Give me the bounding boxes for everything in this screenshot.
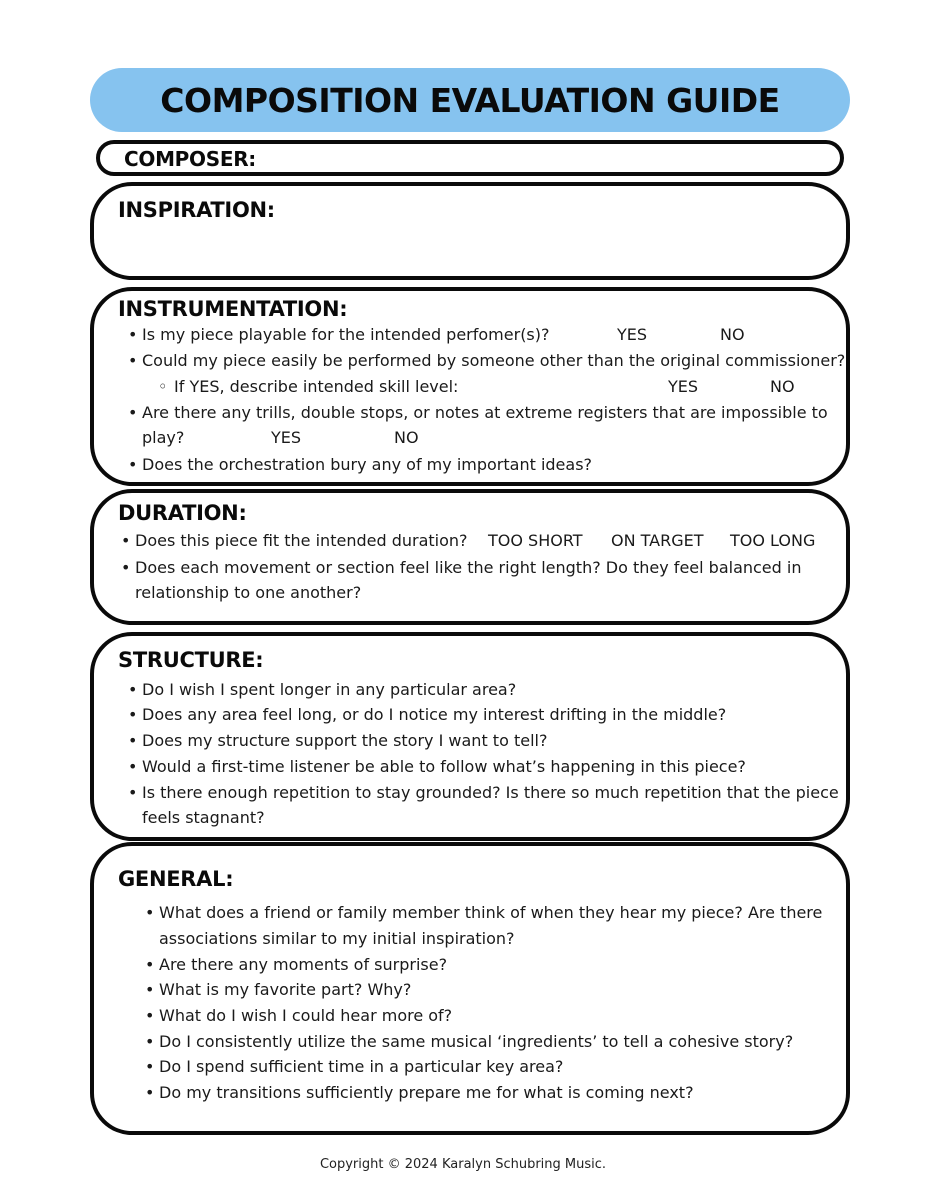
instrumentation-q1-no[interactable]: NO: [720, 325, 745, 344]
structure-q1: • Do I wish I spent longer in any particular area?: [142, 680, 516, 700]
instrumentation-q2-no[interactable]: NO: [770, 377, 795, 396]
duration-too-short[interactable]: TOO SHORT: [488, 531, 583, 550]
composer-field[interactable]: [96, 140, 844, 176]
structure-label: STRUCTURE:: [118, 648, 264, 672]
duration-label: DURATION:: [118, 501, 247, 525]
instrumentation-q3-line1: • Are there any trills, double stops, or notes at extreme registers that are impossible to: [142, 403, 828, 423]
page-title: COMPOSITION EVALUATION GUIDE: [160, 80, 780, 120]
duration-q1: • Does this piece fit the intended duration?: [135, 531, 468, 551]
structure-section: [90, 632, 850, 841]
instrumentation-q2-sub: ◦ If YES, describe intended skill level:: [174, 377, 458, 397]
duration-q2-line2: relationship to one another?: [135, 583, 362, 602]
instrumentation-q4: • Does the orchestration bury any of my important ideas?: [142, 455, 592, 475]
general-q1-line2: associations similar to my initial inspiration?: [159, 929, 515, 948]
structure-q2: • Does any area feel long, or do I notice my interest drifting in the middle?: [142, 705, 726, 725]
instrumentation-q3-yes[interactable]: YES: [271, 428, 302, 447]
composer-label: COMPOSER:: [124, 147, 257, 171]
general-section: [90, 842, 850, 1135]
general-q6: • Do I spend sufficient time in a particular key area?: [159, 1057, 563, 1077]
title-banner: [90, 68, 850, 132]
instrumentation-q1-yes[interactable]: YES: [617, 325, 648, 344]
instrumentation-q2: • Could my piece easily be performed by someone other than the original commissioner?: [142, 351, 845, 371]
structure-q5-line2: feels stagnant?: [142, 808, 265, 827]
structure-q3: • Does my structure support the story I want to tell?: [142, 731, 547, 751]
general-q7: • Do my transitions sufficiently prepare me for what is coming next?: [159, 1083, 694, 1103]
duration-too-long[interactable]: TOO LONG: [730, 531, 816, 550]
instrumentation-q1: • Is my piece playable for the intended perfomer(s)?: [142, 325, 550, 345]
inspiration-field[interactable]: [90, 182, 850, 280]
duration-on-target[interactable]: ON TARGET: [611, 531, 704, 550]
copyright-footer: Copyright © 2024 Karalyn Schubring Music.: [319, 1157, 607, 1172]
general-q1-line1: • What does a friend or family member think of when they hear my piece? Are there: [159, 903, 822, 923]
general-label: GENERAL:: [118, 867, 234, 891]
duration-section: [90, 489, 850, 625]
general-q4: • What do I wish I could hear more of?: [159, 1006, 452, 1026]
general-q5: • Do I consistently utilize the same musical ‘ingredients’ to tell a cohesive story?: [159, 1032, 793, 1052]
instrumentation-section: [90, 287, 850, 486]
general-q3: • What is my favorite part? Why?: [159, 980, 411, 1000]
duration-q2-line1: • Does each movement or section feel like the right length? Do they feel balanced in: [135, 558, 801, 578]
general-q2: • Are there any moments of surprise?: [159, 955, 447, 975]
instrumentation-q2-yes[interactable]: YES: [668, 377, 699, 396]
instrumentation-q3-no[interactable]: NO: [394, 428, 419, 447]
instrumentation-label: INSTRUMENTATION:: [118, 297, 348, 321]
inspiration-label: INSPIRATION:: [118, 198, 275, 222]
structure-q5-line1: • Is there enough repetition to stay grounded? Is there so much repetition that the piece: [142, 783, 839, 803]
structure-q4: • Would a first-time listener be able to follow what’s happening in this piece?: [142, 757, 746, 777]
instrumentation-q3-line2: play?: [142, 428, 185, 447]
